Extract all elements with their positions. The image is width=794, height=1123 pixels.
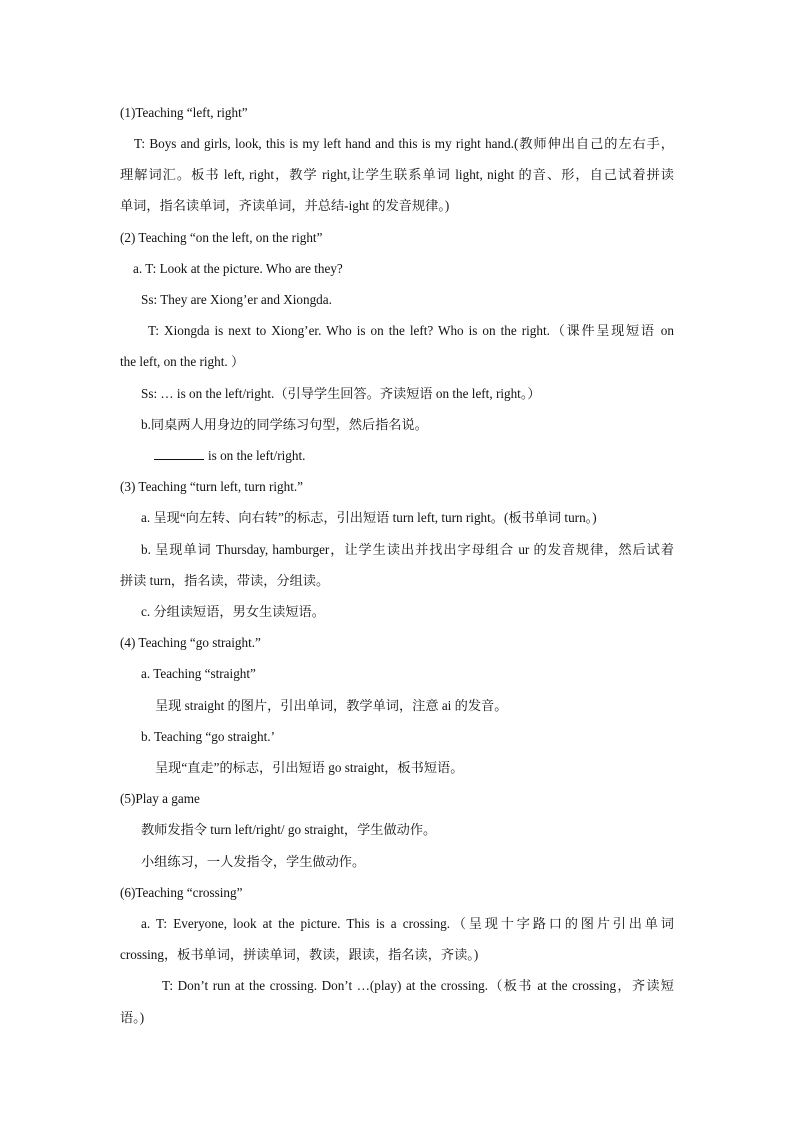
paragraph-line: T: Don’t run at the crossing. Don’t …(play) at the crossing.（板书 at the crossing，齐读短 bbox=[162, 978, 674, 993]
fill-in-line bbox=[154, 447, 305, 465]
section-heading-6: (6)Teaching “crossing” bbox=[120, 885, 243, 900]
paragraph-line: a. 呈现“向左转、向右转”的标志，引出短语 turn left, turn right。(板书单词 turn。) bbox=[141, 510, 597, 525]
paragraph-line: 呈现 straight 的图片，引出单词，教学单词，注意 ai 的发音。 bbox=[155, 698, 508, 713]
paragraph-line: 拼读 turn，指名读，带读，分组读。 bbox=[120, 573, 330, 588]
paragraph-line: b. 呈现单词 Thursday, hamburger，让学生读出并找出字母组合 ur 的发音规律，然后试着 bbox=[141, 542, 674, 557]
paragraph-line: 语。) bbox=[120, 1010, 145, 1025]
blank-underline bbox=[154, 447, 204, 460]
paragraph-line: a. Teaching “straight” bbox=[141, 666, 256, 681]
paragraph-line: 教师发指令 turn left/right/ go straight，学生做动作。 bbox=[141, 822, 437, 837]
paragraph-line: 呈现“直走”的标志，引出短语 go straight，板书短语。 bbox=[155, 760, 464, 775]
paragraph-line: T: Boys and girls, look, this is my left hand and this is my right hand.(教师伸出自己的左右手， bbox=[134, 136, 674, 151]
paragraph-line: a. T: Look at the picture. Who are they? bbox=[133, 261, 343, 276]
section-heading-3: (3) Teaching “turn left, turn right.” bbox=[120, 479, 304, 494]
section-heading-4: (4) Teaching “go straight.” bbox=[120, 635, 261, 650]
fill-in-text: is on the left/right. bbox=[208, 448, 306, 463]
paragraph-line: 单词，指名读单词，齐读单词，并总结-ight 的发音规律。) bbox=[120, 198, 450, 213]
section-heading-2: (2) Teaching “on the left, on the right” bbox=[120, 230, 323, 245]
paragraph-line: a. T: Everyone, look at the picture. This is a crossing.（呈现十字路口的图片引出单词 bbox=[141, 916, 674, 931]
paragraph-line: the left, on the right. ） bbox=[120, 354, 245, 369]
section-heading-1: (1)Teaching “left, right” bbox=[120, 105, 248, 120]
paragraph-line: 小组练习，一人发指令，学生做动作。 bbox=[141, 854, 366, 869]
paragraph-line: Ss: … is on the left/right.（引导学生回答。齐读短语 on the left, right。） bbox=[141, 386, 541, 401]
paragraph-line: 理解词汇。板书 left, right，教学 right,让学生联系单词 light, night 的音、形，自己试着拼读 bbox=[120, 167, 674, 182]
paragraph-line: b.同桌两人用身边的同学练习句型，然后指名说。 bbox=[141, 417, 428, 432]
paragraph-line: Ss: They are Xiong’er and Xiongda. bbox=[141, 292, 332, 307]
paragraph-line: b. Teaching “go straight.’ bbox=[141, 729, 275, 744]
paragraph-line: crossing，板书单词，拼读单词，教读，跟读，指名读，齐读。) bbox=[120, 947, 479, 962]
section-heading-5: (5)Play a game bbox=[120, 791, 200, 806]
paragraph-line: c. 分组读短语，男女生读短语。 bbox=[141, 604, 325, 619]
paragraph-line: T: Xiongda is next to Xiong’er. Who is on the left? Who is on the right.（课件呈现短语 on bbox=[148, 323, 674, 338]
